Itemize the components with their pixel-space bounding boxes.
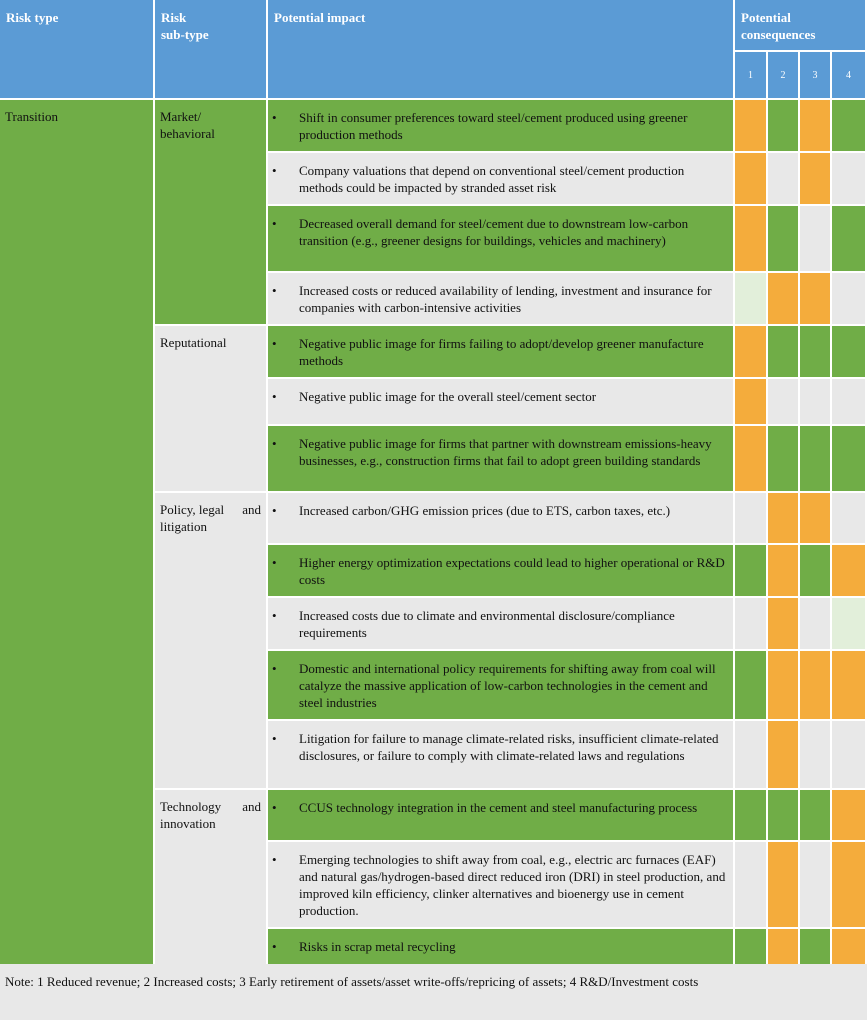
consequence-3-indicator bbox=[800, 326, 832, 379]
consequence-2-indicator bbox=[768, 790, 800, 842]
consequence-4-indicator bbox=[832, 651, 867, 721]
consequence-4-indicator bbox=[832, 545, 867, 598]
risk-subtype-cell bbox=[155, 790, 268, 975]
risk-subtype-cell bbox=[155, 493, 268, 790]
consequence-2-indicator bbox=[768, 493, 800, 545]
impact-text: Litigation for failure to manage climate-related risks, insufficient climate-related disclosures, or failure to comply with climate-related laws and regulations bbox=[299, 731, 719, 763]
consequence-4-indicator bbox=[832, 326, 867, 379]
risk-subtype-label: Reputational bbox=[160, 335, 227, 350]
impact-text: Domestic and international policy requirements for shifting away from coal will catalyze the massive application of low-carbon technologies in the cement and steel industries bbox=[299, 661, 716, 710]
consequence-3-indicator bbox=[800, 100, 832, 153]
header-consequences-line1: Potential bbox=[741, 10, 791, 25]
header-risk-subtype-line2: sub-type bbox=[161, 27, 209, 42]
impact-text: Risks in scrap metal recycling bbox=[299, 939, 456, 954]
impact-text: Increased carbon/GHG emission prices (due to ETS, carbon taxes, etc.) bbox=[299, 503, 671, 518]
consequence-4-indicator bbox=[832, 206, 867, 273]
impact-text: Increased costs or reduced availability of lending, investment and insurance for companies with carbon-intensive activities bbox=[299, 283, 712, 315]
bullet-marker: • bbox=[272, 389, 277, 404]
consequence-4-indicator bbox=[832, 153, 867, 206]
consequence-2-indicator bbox=[768, 842, 800, 929]
bullet-marker: • bbox=[272, 216, 277, 231]
impact-cell bbox=[268, 493, 735, 545]
consequence-3-indicator bbox=[800, 842, 832, 929]
impact-cell bbox=[268, 326, 735, 379]
risk-subtype-label-line2: litigation bbox=[160, 519, 207, 534]
bullet-marker: • bbox=[272, 336, 277, 351]
impact-cell bbox=[268, 273, 735, 326]
bullet-marker: • bbox=[272, 163, 277, 178]
consequence-3-indicator bbox=[800, 273, 832, 326]
consequence-3-indicator bbox=[800, 598, 832, 651]
consequence-number-1: 1 bbox=[735, 52, 768, 100]
consequence-2-indicator bbox=[768, 545, 800, 598]
header-consequences-line2: consequences bbox=[741, 27, 816, 42]
bullet-marker: • bbox=[272, 608, 277, 623]
consequence-1-indicator bbox=[735, 721, 768, 790]
impact-text: Decreased overall demand for steel/cement due to downstream low-carbon transition (e.g., greener designs for buildings, vehicles and machinery) bbox=[299, 216, 689, 248]
impact-cell bbox=[268, 153, 735, 206]
impact-cell bbox=[268, 790, 735, 842]
consequence-3-indicator bbox=[800, 153, 832, 206]
consequence-3-indicator bbox=[800, 379, 832, 426]
header-risk-type: Risk type bbox=[0, 0, 155, 100]
consequence-1-indicator bbox=[735, 790, 768, 842]
footnote-text: Note: 1 Reduced revenue; 2 Increased costs; 3 Early retirement of assets/asset write-offs/repricing of assets; 4 R&D/Investment costs bbox=[5, 974, 699, 989]
consequence-2-indicator bbox=[768, 721, 800, 790]
bullet-marker: • bbox=[272, 661, 277, 676]
risk-subtype-cell bbox=[155, 326, 268, 493]
risk-subtype-label-line1: Market/ bbox=[160, 109, 202, 124]
consequence-1-indicator bbox=[735, 426, 768, 493]
consequence-4-indicator bbox=[832, 598, 867, 651]
risk-subtype-label-line1: Technology and bbox=[160, 799, 261, 814]
impact-text: Negative public image for the overall steel/cement sector bbox=[299, 389, 597, 404]
risk-subtype-label-line2: behavioral bbox=[160, 126, 215, 141]
consequence-1-indicator bbox=[735, 206, 768, 273]
risk-subtype-label-line2: innovation bbox=[160, 816, 216, 831]
consequence-number-2: 2 bbox=[768, 52, 800, 100]
consequence-3-indicator bbox=[800, 545, 832, 598]
consequence-1-indicator bbox=[735, 379, 768, 426]
consequence-2-indicator bbox=[768, 273, 800, 326]
consequence-1-indicator bbox=[735, 153, 768, 206]
header-risk-subtype bbox=[155, 0, 268, 100]
consequence-2-indicator bbox=[768, 100, 800, 153]
risk-subtype-cell bbox=[155, 100, 268, 326]
consequence-1-indicator bbox=[735, 545, 768, 598]
footnote bbox=[0, 964, 867, 1020]
consequence-1-indicator bbox=[735, 842, 768, 929]
bullet-marker: • bbox=[272, 731, 277, 746]
bullet-marker: • bbox=[272, 800, 277, 815]
consequence-2-indicator bbox=[768, 206, 800, 273]
impact-cell bbox=[268, 651, 735, 721]
impact-cell bbox=[268, 379, 735, 426]
impact-cell bbox=[268, 598, 735, 651]
consequence-3-indicator bbox=[800, 493, 832, 545]
consequence-3-indicator bbox=[800, 651, 832, 721]
bullet-marker: • bbox=[272, 939, 277, 954]
impact-text: Negative public image for firms that partner with downstream emissions-heavy businesses, e.g., construction firms that fail to adopt green building standards bbox=[299, 436, 712, 468]
consequence-1-indicator bbox=[735, 100, 768, 153]
consequence-number-4: 4 bbox=[832, 52, 867, 100]
consequence-4-indicator bbox=[832, 426, 867, 493]
impact-cell bbox=[268, 545, 735, 598]
impact-text: Higher energy optimization expectations could lead to higher operational or R&D costs bbox=[299, 555, 725, 587]
consequence-number-3: 3 bbox=[800, 52, 832, 100]
header-potential-consequences bbox=[735, 0, 867, 52]
consequence-3-indicator bbox=[800, 206, 832, 273]
consequence-2-indicator bbox=[768, 598, 800, 651]
risk-type-label: Transition bbox=[5, 109, 58, 124]
header-row bbox=[0, 0, 867, 52]
impact-row bbox=[0, 100, 867, 153]
impact-text: Negative public image for firms failing to adopt/develop greener manufacture methods bbox=[299, 336, 704, 368]
impact-text: Company valuations that depend on conventional steel/cement production methods could be impacted by stranded asset risk bbox=[299, 163, 685, 195]
bullet-marker: • bbox=[272, 436, 277, 451]
consequence-1-indicator bbox=[735, 326, 768, 379]
impact-cell bbox=[268, 842, 735, 929]
impact-text: Shift in consumer preferences toward steel/cement produced using greener production methods bbox=[299, 110, 688, 142]
impact-text: CCUS technology integration in the cement and steel manufacturing process bbox=[299, 800, 698, 815]
bullet-marker: • bbox=[272, 555, 277, 570]
risk-subtype-label-line1: Policy, legal and bbox=[160, 502, 261, 517]
consequence-3-indicator bbox=[800, 426, 832, 493]
consequence-3-indicator bbox=[800, 790, 832, 842]
consequence-1-indicator bbox=[735, 598, 768, 651]
consequence-4-indicator bbox=[832, 842, 867, 929]
consequence-4-indicator bbox=[832, 721, 867, 790]
consequence-4-indicator bbox=[832, 273, 867, 326]
consequence-2-indicator bbox=[768, 651, 800, 721]
bullet-marker: • bbox=[272, 110, 277, 125]
bullet-marker: • bbox=[272, 503, 277, 518]
consequence-1-indicator bbox=[735, 493, 768, 545]
consequence-3-indicator bbox=[800, 721, 832, 790]
consequence-4-indicator bbox=[832, 790, 867, 842]
consequence-2-indicator bbox=[768, 379, 800, 426]
consequence-4-indicator bbox=[832, 493, 867, 545]
header-risk-subtype-line1: Risk bbox=[161, 10, 187, 25]
impact-text: Increased costs due to climate and environmental disclosure/compliance requirements bbox=[299, 608, 675, 640]
consequence-2-indicator bbox=[768, 326, 800, 379]
consequence-2-indicator bbox=[768, 426, 800, 493]
risk-type-cell bbox=[0, 100, 155, 975]
impact-cell bbox=[268, 206, 735, 273]
consequence-4-indicator bbox=[832, 100, 867, 153]
header-potential-impact: Potential impact bbox=[268, 0, 735, 100]
consequence-4-indicator bbox=[832, 379, 867, 426]
consequence-2-indicator bbox=[768, 153, 800, 206]
consequence-1-indicator bbox=[735, 651, 768, 721]
impact-text: Emerging technologies to shift away from coal, e.g., electric arc furnaces (EAF) and natural gas/hydrogen-based direct reduced iron (DRI) in steel production, and improved kiln efficiency, clinker alternatives and bioenergy use in cement production. bbox=[299, 852, 726, 918]
bullet-marker: • bbox=[272, 283, 277, 298]
impact-cell bbox=[268, 100, 735, 153]
consequence-1-indicator bbox=[735, 273, 768, 326]
impact-cell bbox=[268, 426, 735, 493]
impact-cell bbox=[268, 721, 735, 790]
bullet-marker: • bbox=[272, 852, 277, 867]
